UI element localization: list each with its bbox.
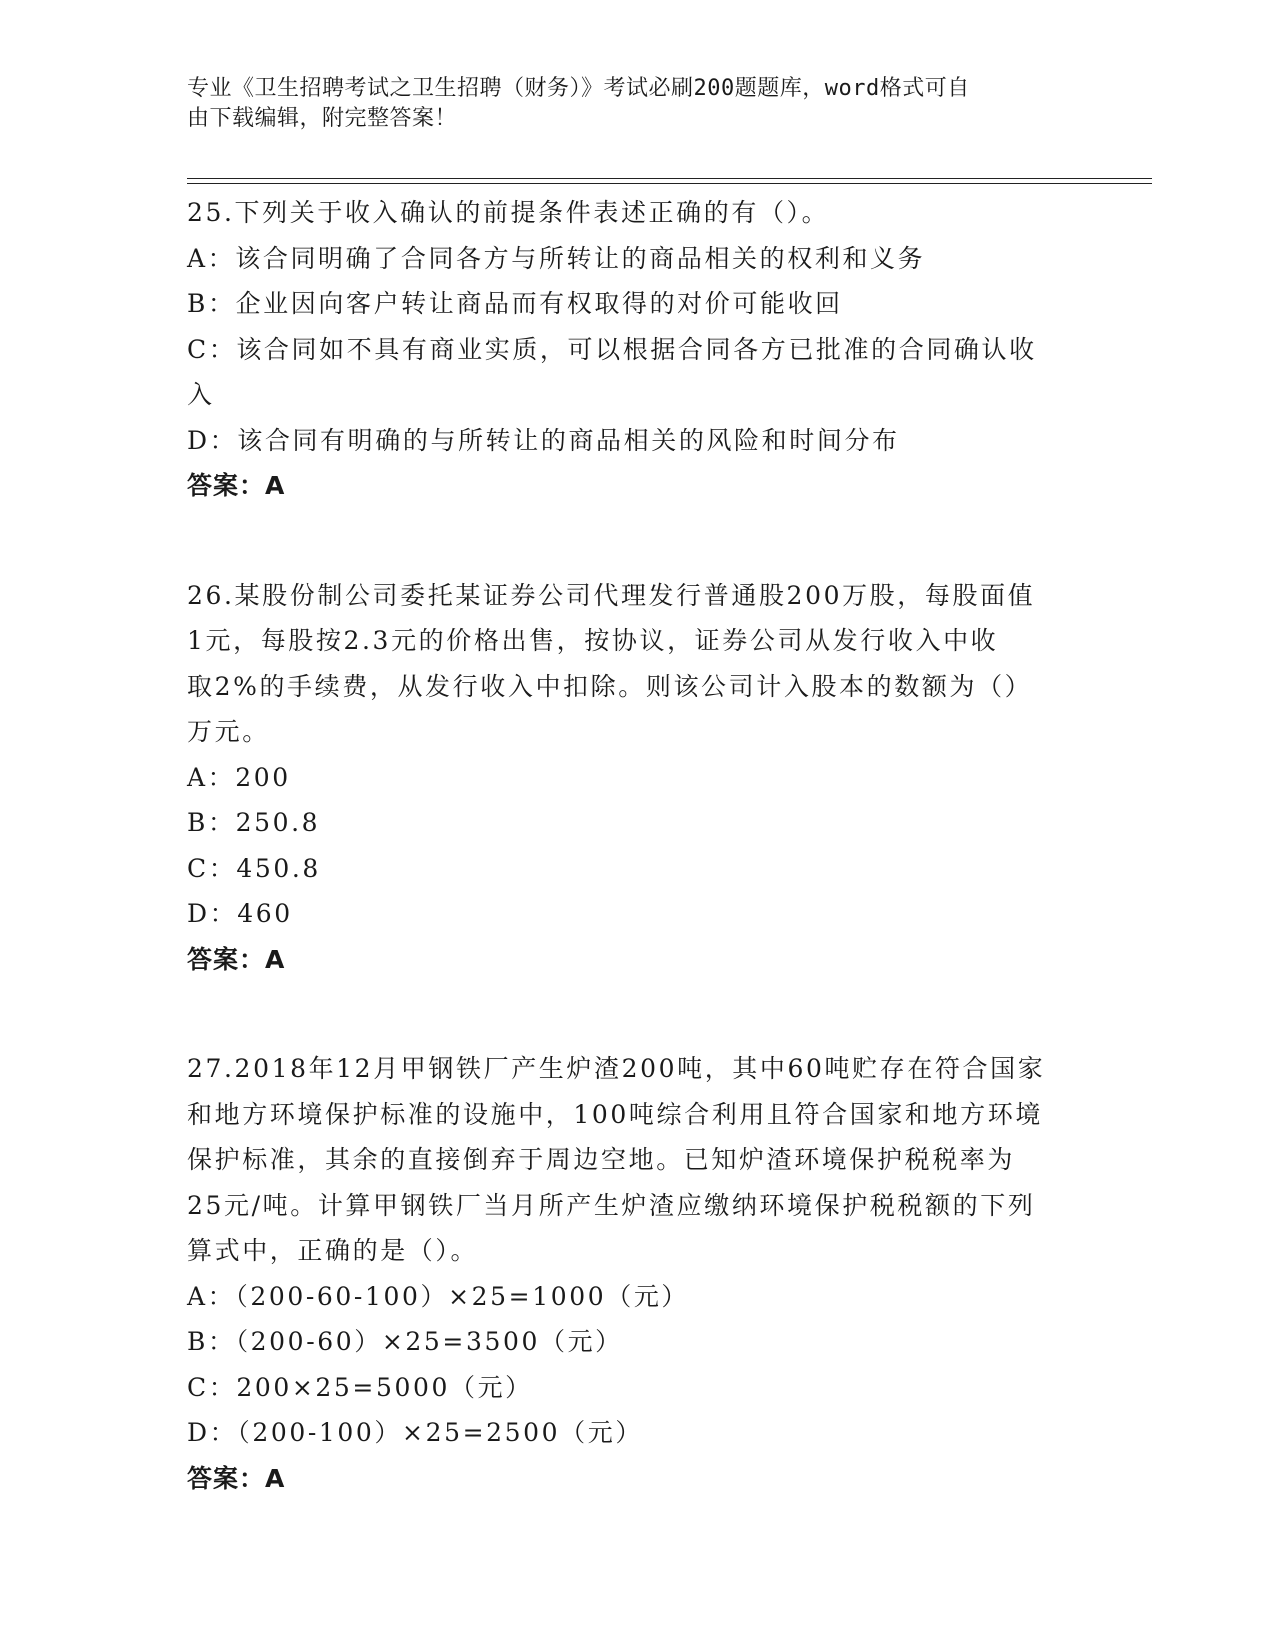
option-b: B：（200-60）×25=3500（元） (187, 1327, 623, 1356)
question-25 (187, 190, 1087, 509)
question-list (187, 190, 1087, 1565)
question-26 (187, 573, 1087, 983)
option-c: C：该合同如不具有商业实质，可以根据合同各方已批准的合同确认收 (187, 334, 1037, 364)
option-d: D：460 (187, 899, 293, 928)
option-a: A：200 (187, 762, 291, 792)
question-stem: 1元，每股按2.3元的价格出售，按协议，证券公司从发行收入中收 (187, 626, 999, 655)
option-d: D：（200-100）×25=2500（元） (187, 1418, 643, 1447)
option-d: D：该合同有明确的与所转让的商品相关的风险和时间分布 (187, 425, 900, 455)
question-stem: 保护标准，其余的直接倒弃于周边空地。已知炉渣环境保护税税率为 (187, 1145, 1016, 1174)
answer: 答案：A (187, 1463, 286, 1493)
header-line-2: 由下载编辑，附完整答案！ (187, 106, 458, 131)
header-divider-bottom (187, 183, 1152, 184)
question-stem: 27.2018年12月甲钢铁厂产生炉渣200吨，其中60吨贮存在符合国家 (187, 1054, 1046, 1083)
question-stem: 算式中，正确的是（）。 (187, 1236, 479, 1265)
option-b: B：250.8 (187, 808, 321, 837)
question-stem: 25元/吨。计算甲钢铁厂当月所产生炉渣应缴纳环境保护税税额的下列 (187, 1190, 1036, 1220)
option-a: A：（200-60-100）×25=1000（元） (187, 1281, 690, 1311)
header-line-1: 专业《卫生招聘考试之卫生招聘（财务）》考试必刷200题题库，word格式可自 (187, 76, 970, 101)
question-27 (187, 1046, 1087, 1501)
answer: 答案：A (187, 944, 286, 974)
answer: 答案：A (187, 471, 286, 500)
question-stem: 和地方环境保护标准的设施中，100吨综合利用且符合国家和地方环境 (187, 1099, 1043, 1129)
question-stem: 万元。 (187, 717, 270, 746)
question-stem: 取2%的手续费，从发行收入中扣除。则该公司计入股本的数额为（） (187, 671, 1033, 701)
document-header (187, 74, 1067, 134)
option-c-continued: 入 (187, 380, 215, 409)
option-c: C：200×25=5000（元） (187, 1372, 533, 1402)
question-stem: 25.下列关于收入确认的前提条件表述正确的有（）。 (187, 198, 830, 227)
header-divider-top (187, 178, 1152, 179)
question-stem: 26.某股份制公司委托某证券公司代理发行普通股200万股，每股面值 (187, 580, 1036, 610)
option-b: B：企业因向客户转让商品而有权取得的对价可能收回 (187, 289, 843, 318)
option-a: A：该合同明确了合同各方与所转让的商品相关的权利和义务 (187, 243, 926, 273)
option-c: C：450.8 (187, 853, 321, 883)
